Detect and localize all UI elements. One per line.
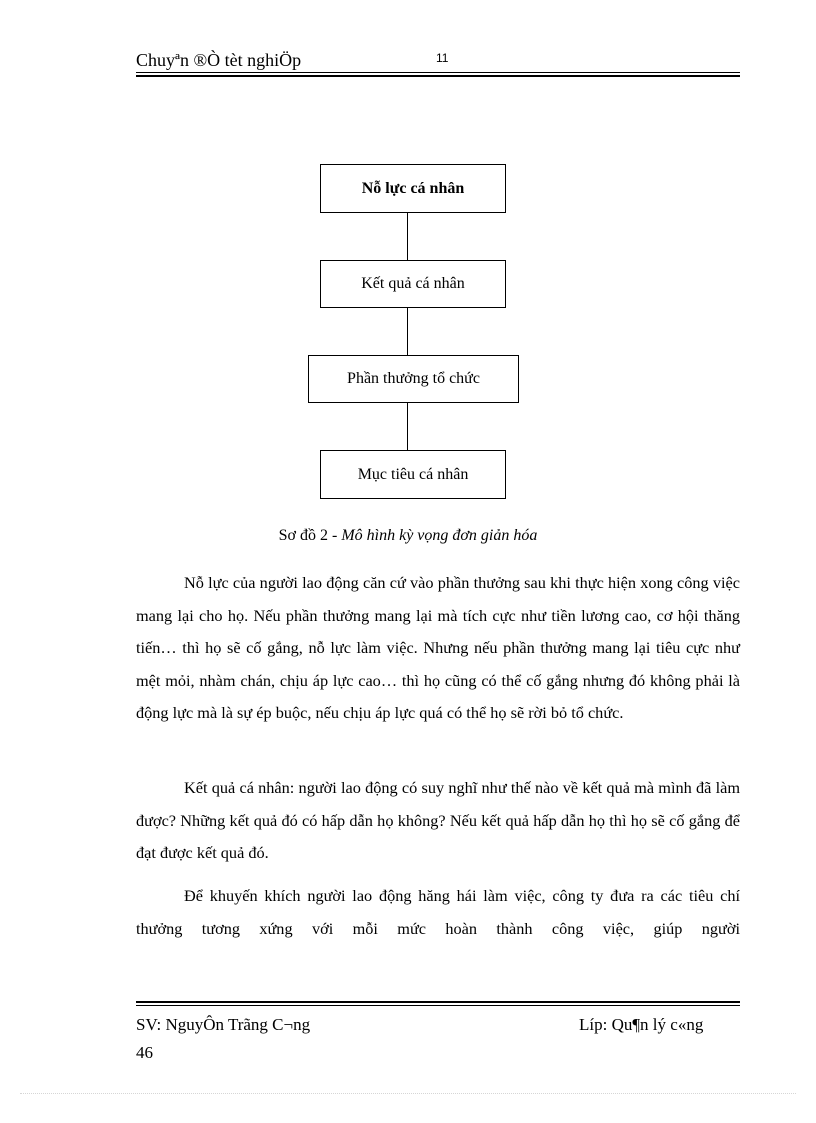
header-rule-thick <box>136 75 740 77</box>
header-title: Chuyªn ®Ò tèt nghiÖp <box>136 50 302 70</box>
header-rule-thin <box>136 72 740 73</box>
footer-class: Líp: Qu¶n lý c«ng <box>579 1015 704 1034</box>
diagram-connector <box>407 213 408 260</box>
paragraph: Nỗ lực của người lao động căn cứ vào phần thưởng sau khi thực hiện xong công việc mang lại cho họ. Nếu phần thưởng mang lại mà tích cực như tiền lương cao, cơ hội thăng tiến… thì họ sẽ cố gắng, nỗ lực làm việc. Nhưng nếu phần thưởng mang lại tiêu cực như mệt mỏi, nhàm chán, chịu áp lực cao… thì họ cũng có thể cố gắng nhưng đó không phải là động lực mà là sự ép buộc, nếu chịu áp lực quá có thể họ sẽ rời bỏ tổ chức. <box>136 573 740 722</box>
diagram-box-result: Kết quả cá nhân <box>320 260 506 308</box>
diagram-caption <box>0 527 816 545</box>
page-header <box>136 48 740 74</box>
caption-label: Sơ đồ 2 - <box>278 527 338 544</box>
diagram-box-goal: Mục tiêu cá nhân <box>320 450 506 499</box>
paragraph: Để khuyến khích người lao động hăng hái làm việc, công ty đưa ra các tiêu chí thưởng tương xứng với mỗi mức hoàn thành công việc, giúp người <box>136 886 740 938</box>
caption-text: Mô hình kỳ vọng đơn giản hóa <box>341 527 538 544</box>
diagram-connector <box>407 308 408 355</box>
diagram-box-reward: Phần thưởng tổ chức <box>308 355 519 403</box>
paragraph: Kết quả cá nhân: người lao động có suy nghĩ như thế nào về kết quả mà mình đã làm được? Những kết quả đó có hấp dẫn họ không? Nếu kết quả hấp dẫn họ thì họ sẽ cố gắng để đạt được kết quả đó. <box>136 778 740 862</box>
page-edge-divider <box>20 1093 796 1094</box>
footer-rule-thick <box>136 1001 740 1003</box>
header-page-number: 11 <box>436 51 449 65</box>
footer-number: 46 <box>136 1043 153 1062</box>
footer-rule-thin <box>136 1005 740 1006</box>
diagram-connector <box>407 403 408 450</box>
diagram-box-effort: Nỗ lực cá nhân <box>320 164 506 213</box>
footer-student: SV: NguyÔn Trãng C¬ng <box>136 1015 311 1034</box>
